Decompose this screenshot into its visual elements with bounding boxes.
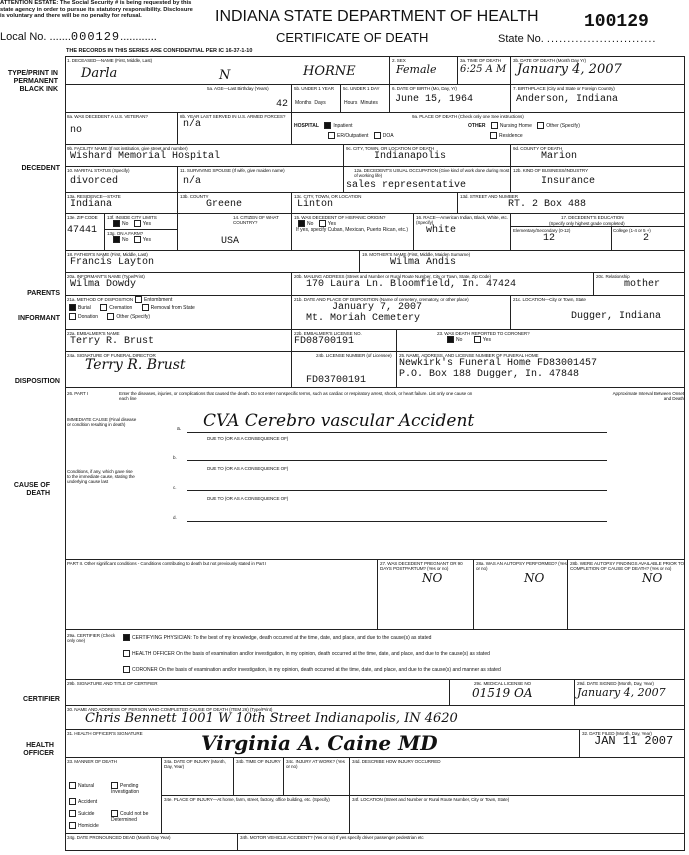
- field-license-no: 29c. MEDICAL LICENSE NO 01519 OA: [450, 680, 575, 706]
- field-name: 1. DECEASED—NAME (First, Middle, Last) Darla N HORNE: [65, 57, 390, 85]
- field-mother: 19. MOTHER'S NAME (First, Middle, Maiden Surname) Wilma Andis: [360, 251, 685, 273]
- field-relationship: 20c. Relationship mother: [594, 273, 685, 296]
- cause-a: CVA Cerebro vascular Accident: [203, 411, 475, 431]
- form-title: CERTIFICATE OF DEATH: [276, 30, 429, 45]
- field-spouse: 11. SURVIVING SPOUSE (If wife, give maiden name) n/a: [178, 167, 344, 193]
- pending-checkbox[interactable]: [111, 782, 118, 789]
- field-dob: 6. DATE OF BIRTH (Mo, Day, Yr) June 15, 1964: [390, 85, 511, 113]
- nursing-home-checkbox[interactable]: [491, 122, 498, 129]
- side-label-parents: PARENTS: [27, 290, 60, 297]
- side-label-certifier: CERTIFIER: [23, 696, 60, 703]
- side-label-health-officer: HEALTH OFFICER: [23, 742, 54, 757]
- cremation-checkbox[interactable]: [100, 304, 107, 311]
- field-veteran: 8a. WAS DECEDENT A U.S. VETERAN? no: [65, 113, 178, 145]
- coroner-yes-checkbox[interactable]: [474, 336, 481, 343]
- hispanic-yes-checkbox[interactable]: [319, 220, 326, 227]
- other-disposition-checkbox[interactable]: [107, 313, 114, 320]
- field-occupation: 12a. DECEDENT'S USUAL OCCUPATION (Give kind of work done during most of working life) sales representative: [346, 168, 510, 191]
- cause-part-1: 26. PART I Enter the diseases, injuries, or complications that caused the death. Do not enter nonspecific terms, such as cardiac or respiratory arrest, shock, or heart failure. List only one cause on each line Approximate Interval Between Onset and Death IMMEDIATE CAUSE (Final disease or condition resulting in death) a. CVA Cerebro vascular Accident b. DUE TO (OR AS A CONSEQUENCE OF) Conditions, if any, which gave rise to the immediate cause, stating the underlying cause last c. DUE TO (OR AS A CONSEQUENCE OF) d. DUE TO (OR AS A CONSEQUENCE OF): [65, 388, 685, 560]
- field-sex: 2. SEX Female: [390, 57, 458, 85]
- field-pregnant: 27. WAS DECEDENT PREGNANT OR 90 DAYS POSTPARTUM? (Yes or no) NO: [378, 560, 474, 630]
- field-informant: 20a. INFORMANT'S NAME (Type/Print) Wilma Dowdy: [65, 273, 292, 296]
- farm-yes-checkbox[interactable]: [134, 236, 141, 243]
- middle-name: N: [219, 68, 231, 83]
- donation-checkbox[interactable]: [69, 313, 76, 320]
- field-facility: 9b. FACILITY NAME (If not institution, give street and number) Wishard Memorial Hospital: [65, 145, 344, 167]
- certifying-physician-checkbox[interactable]: [123, 634, 130, 641]
- field-zip: 13e. ZIP CODE 47441: [65, 214, 105, 251]
- field-date-signed: 29d. DATE SIGNED (Month, Day, Year) January 4, 2007: [575, 680, 685, 706]
- field-informant-address: 20b. MAILING ADDRESS (Street and Number or Rural Route Number, City or Town, State, Zip Code) 170 Laura Ln. Bloomfield, In. 47424: [292, 273, 594, 296]
- hispanic-no-checkbox[interactable]: [298, 220, 305, 227]
- state-no-label: State No. ...........................: [498, 33, 657, 45]
- field-father: 18. FATHER'S NAME (First, Middle, Last) Francis Layton: [65, 251, 360, 273]
- confidential-notice: THE RECORDS IN THIS SERIES ARE CONFIDENTIAL PER IC 16-37-1-10: [66, 48, 253, 54]
- field-injury-work: 34c. INJURY AT WORK? (Yes or no): [284, 758, 350, 796]
- field-county-of-death: 9d. COUNTY OF DEATH Marion: [511, 145, 685, 167]
- field-education: 17. DECEDENT'S EDUCATION (Specify only highest grade completed) Elementary/Secondary (0-12) 12 College (1-4 or 5 +) 2: [511, 214, 685, 251]
- side-label-cause: CAUSE OF DEATH: [13, 482, 50, 497]
- field-race: 16. RACE—American Indian, Black, White, etc. (Specify) white: [414, 214, 511, 251]
- coroner-no-checkbox[interactable]: [447, 336, 454, 343]
- local-no-value: 000129: [70, 30, 121, 44]
- field-funeral-home: 25. NAME, ADDRESS, AND LICENSE NUMBER OF FUNERAL HOME Newkirk's Funeral Home FD83001457 P.O. Box 188 Dugger, In. 47848: [397, 352, 685, 388]
- field-coroner: 23. WAS DEATH REPORTED TO CORONER? No Yes: [397, 330, 685, 352]
- field-completed-by: 30. NAME AND ADDRESS OF PERSON WHO COMPLETED CAUSE OF DEATH (ITEM 26) (Type/Print) Chris Bennett 1001 W 10th Street Indianapolis, IN 4620: [65, 706, 685, 730]
- local-no-label: Local No. .......: [0, 31, 71, 43]
- undetermined-checkbox[interactable]: [111, 810, 118, 817]
- er-checkbox[interactable]: [328, 132, 335, 139]
- accident-checkbox[interactable]: [69, 798, 76, 805]
- field-autopsy-findings: 28b. WERE AUTOPSY FINDINGS AVAILABLE PRIOR TO COMPLETION OF CAUSE OF DEATH? (Yes or no) NO: [568, 560, 685, 630]
- field-age: 5a. AGE—Last Birthday (Years) 42: [65, 85, 292, 113]
- field-industry: 12b. KIND OF BUSINESS/INDUSTRY Insurance: [511, 167, 685, 193]
- city-limits-no-checkbox[interactable]: [113, 220, 120, 227]
- field-city-limits: 13f. INSIDE CITY LIMITS No Yes 13g. ON A FARM? No Yes: [105, 214, 178, 251]
- field-place-of-death: 9a. PLACE OF DEATH (Check only one See instructions) HOSPITAL Inpatient ER/Outpatient DOA OTHER Nursing Home Other (Specify) Residence: [292, 113, 685, 145]
- field-injury-place: 34e. PLACE OF INJURY—At home, farm, street, factory, office building, etc. (Specify): [162, 796, 350, 834]
- homicide-checkbox[interactable]: [69, 822, 76, 829]
- field-injury-time: 34b. TIME OF INJURY: [234, 758, 284, 796]
- field-under-1-year: 5b. UNDER 1 YEAR Months Days: [292, 85, 341, 113]
- first-name: Darla: [81, 66, 118, 81]
- side-label-decedent: DECEDENT: [21, 165, 60, 172]
- natural-checkbox[interactable]: [69, 782, 76, 789]
- last-name: HORNE: [303, 64, 356, 79]
- field-disposition-method: 21a. METHOD OF DISPOSITION Burial Cremation Removal from State Donation Other (Specify) Entombment: [65, 296, 292, 330]
- agency-title: INDIANA STATE DEPARTMENT OF HEALTH: [215, 8, 539, 25]
- field-injury-description: 34d. DESCRIBE HOW INJURY OCCURRED: [350, 758, 685, 796]
- field-time-of-death: 3a. TIME OF DEATH 6:25 A M: [458, 57, 511, 85]
- field-res-county: 13b. COUNTY Greene: [178, 193, 292, 214]
- field-fd-license: 24b. LICENSE NUMBER (of Licensee) FD03700191: [292, 352, 397, 388]
- field-manner: 33. MANNER OF DEATH Natural Pending Investigation Accident Suicide Could not be Determined Homicide: [65, 758, 162, 834]
- field-marital: 10. MARITAL STATUS (Specify) divorced: [65, 167, 178, 193]
- field-disposition-place: 21b. DATE AND PLACE OF DISPOSITION (Name of cemetery, crematory, or other place) January 7, 2007 Mt. Moriah Cemetery: [292, 296, 511, 330]
- city-limits-yes-checkbox[interactable]: [134, 220, 141, 227]
- certificate-number: 100129: [584, 12, 649, 32]
- burial-checkbox[interactable]: [69, 304, 76, 311]
- inpatient-checkbox[interactable]: [324, 122, 331, 129]
- residence-checkbox[interactable]: [490, 132, 497, 139]
- field-motor-vehicle: 34h. MOTOR VEHICLE ACCIDENT? (Yes or no) If yes specify driver passenger pedestrian etc: [238, 834, 685, 851]
- field-under-1-day: 5c. UNDER 1 DAY Hours Minutes: [341, 85, 390, 113]
- field-res-state: 13a. RESIDENCE—STATE Indiana: [65, 193, 178, 214]
- health-officer-checkbox[interactable]: [123, 650, 130, 657]
- removal-checkbox[interactable]: [142, 304, 149, 311]
- field-birthplace: 7. BIRTHPLACE (City and State or Foreign Country) Anderson, Indiana: [511, 85, 685, 113]
- privacy-notice: ATTENTION ESTATE: The Social Security # is being requested by this state agency in order to pursue its statutory responsibility. Disclosure is voluntary and there will be no penalty for refusal.: [0, 0, 193, 20]
- doa-checkbox[interactable]: [374, 132, 381, 139]
- field-embalmer: 22a. EMBALMER'S NAME Terry R. Brust: [65, 330, 292, 352]
- field-hispanic: 15. WAS DECEDENT OF HISPANIC ORIGIN? No Yes If yes, specify Cuban, Mexican, Puerto Rican, etc.): [292, 214, 414, 251]
- field-city-of-death: 9c. CITY, TOWN, OR LOCATION OF DEATH Indianapolis: [344, 145, 511, 167]
- field-disposition-location: 21c. LOCATION—City or Town, State Dugger, Indiana: [511, 296, 685, 330]
- cause-part-2: PART II. Other significant conditions - Conditions contributing to death but not previously stated in Part I: [65, 560, 378, 630]
- local-number-row: Local No. .......000129............: [0, 30, 157, 44]
- other-place-checkbox[interactable]: [537, 122, 544, 129]
- suicide-checkbox[interactable]: [69, 810, 76, 817]
- farm-no-checkbox[interactable]: [113, 236, 120, 243]
- field-citizen: 14. CITIZEN OF WHAT COUNTRY? USA: [178, 214, 292, 251]
- field-autopsy: 28a. WAS AN AUTOPSY PERFORMED? (Yes or no) NO: [474, 560, 568, 630]
- field-pronounced-dead: 34g. DATE PRONOUNCED DEAD (Month Day Year): [65, 834, 238, 851]
- field-certifier-type: 29a. CERTIFIER (Check only one) CERTIFYING PHYSICIAN: To the best of my knowledge, death occurred at the time, date, and place, and due to the cause(s) as stated HEALTH OFFICER On the basis of examination and/or investigation, in my opinion, death occurred at the time, date, and place, and due to the cause(s) as stated CORONER On the basis of examination and/or investigation, in my opinion, death occurred at the time, date, and place, and due to the cause(s) and manner as stated: [65, 630, 685, 680]
- field-injury-location: 34f. LOCATION (Street and Number or Rural Route Number, City or Town, State): [350, 796, 685, 834]
- field-street: 13d. STREET AND NUMBER RT. 2 Box 488: [458, 193, 685, 214]
- field-fd-signature: 24a. SIGNATURE OF FUNERAL DIRECTOR Terry R. Brust: [65, 352, 292, 388]
- field-year-served: 8b. YEAR LAST SERVED IN U.S. ARMED FORCES? n/a: [178, 113, 292, 145]
- side-label-informant: INFORMANT: [18, 315, 60, 322]
- field-ho-signature: 31. HEALTH OFFICER'S SIGNATURE Virginia A. Caine MD: [65, 730, 580, 758]
- field-certifier-signature: 29b. SIGNATURE AND TITLE OF CERTIFIER: [65, 680, 450, 706]
- side-label-type-print: TYPE/PRINT IN PERMANENT BLACK INK: [7, 70, 58, 93]
- field-res-city: 13c. CITY, TOWN, OR LOCATION Linton: [292, 193, 458, 214]
- field-date-filed: 32. DATE FILED (Month, Day, Year) JAN 11 2007: [580, 730, 685, 758]
- entombment-checkbox[interactable]: [135, 296, 142, 303]
- field-injury-date: 34a. DATE OF INJURY (Month, Day, Year): [162, 758, 234, 796]
- field-date-of-death: 3b. DATE OF DEATH (Month Day Yr) January 4, 2007: [511, 57, 685, 85]
- field-embalmer-license: 22b. EMBALMER'S LICENSE NO. FD08700191: [292, 330, 397, 352]
- coroner-checkbox[interactable]: [123, 666, 130, 673]
- side-label-disposition: DISPOSITION: [14, 378, 60, 385]
